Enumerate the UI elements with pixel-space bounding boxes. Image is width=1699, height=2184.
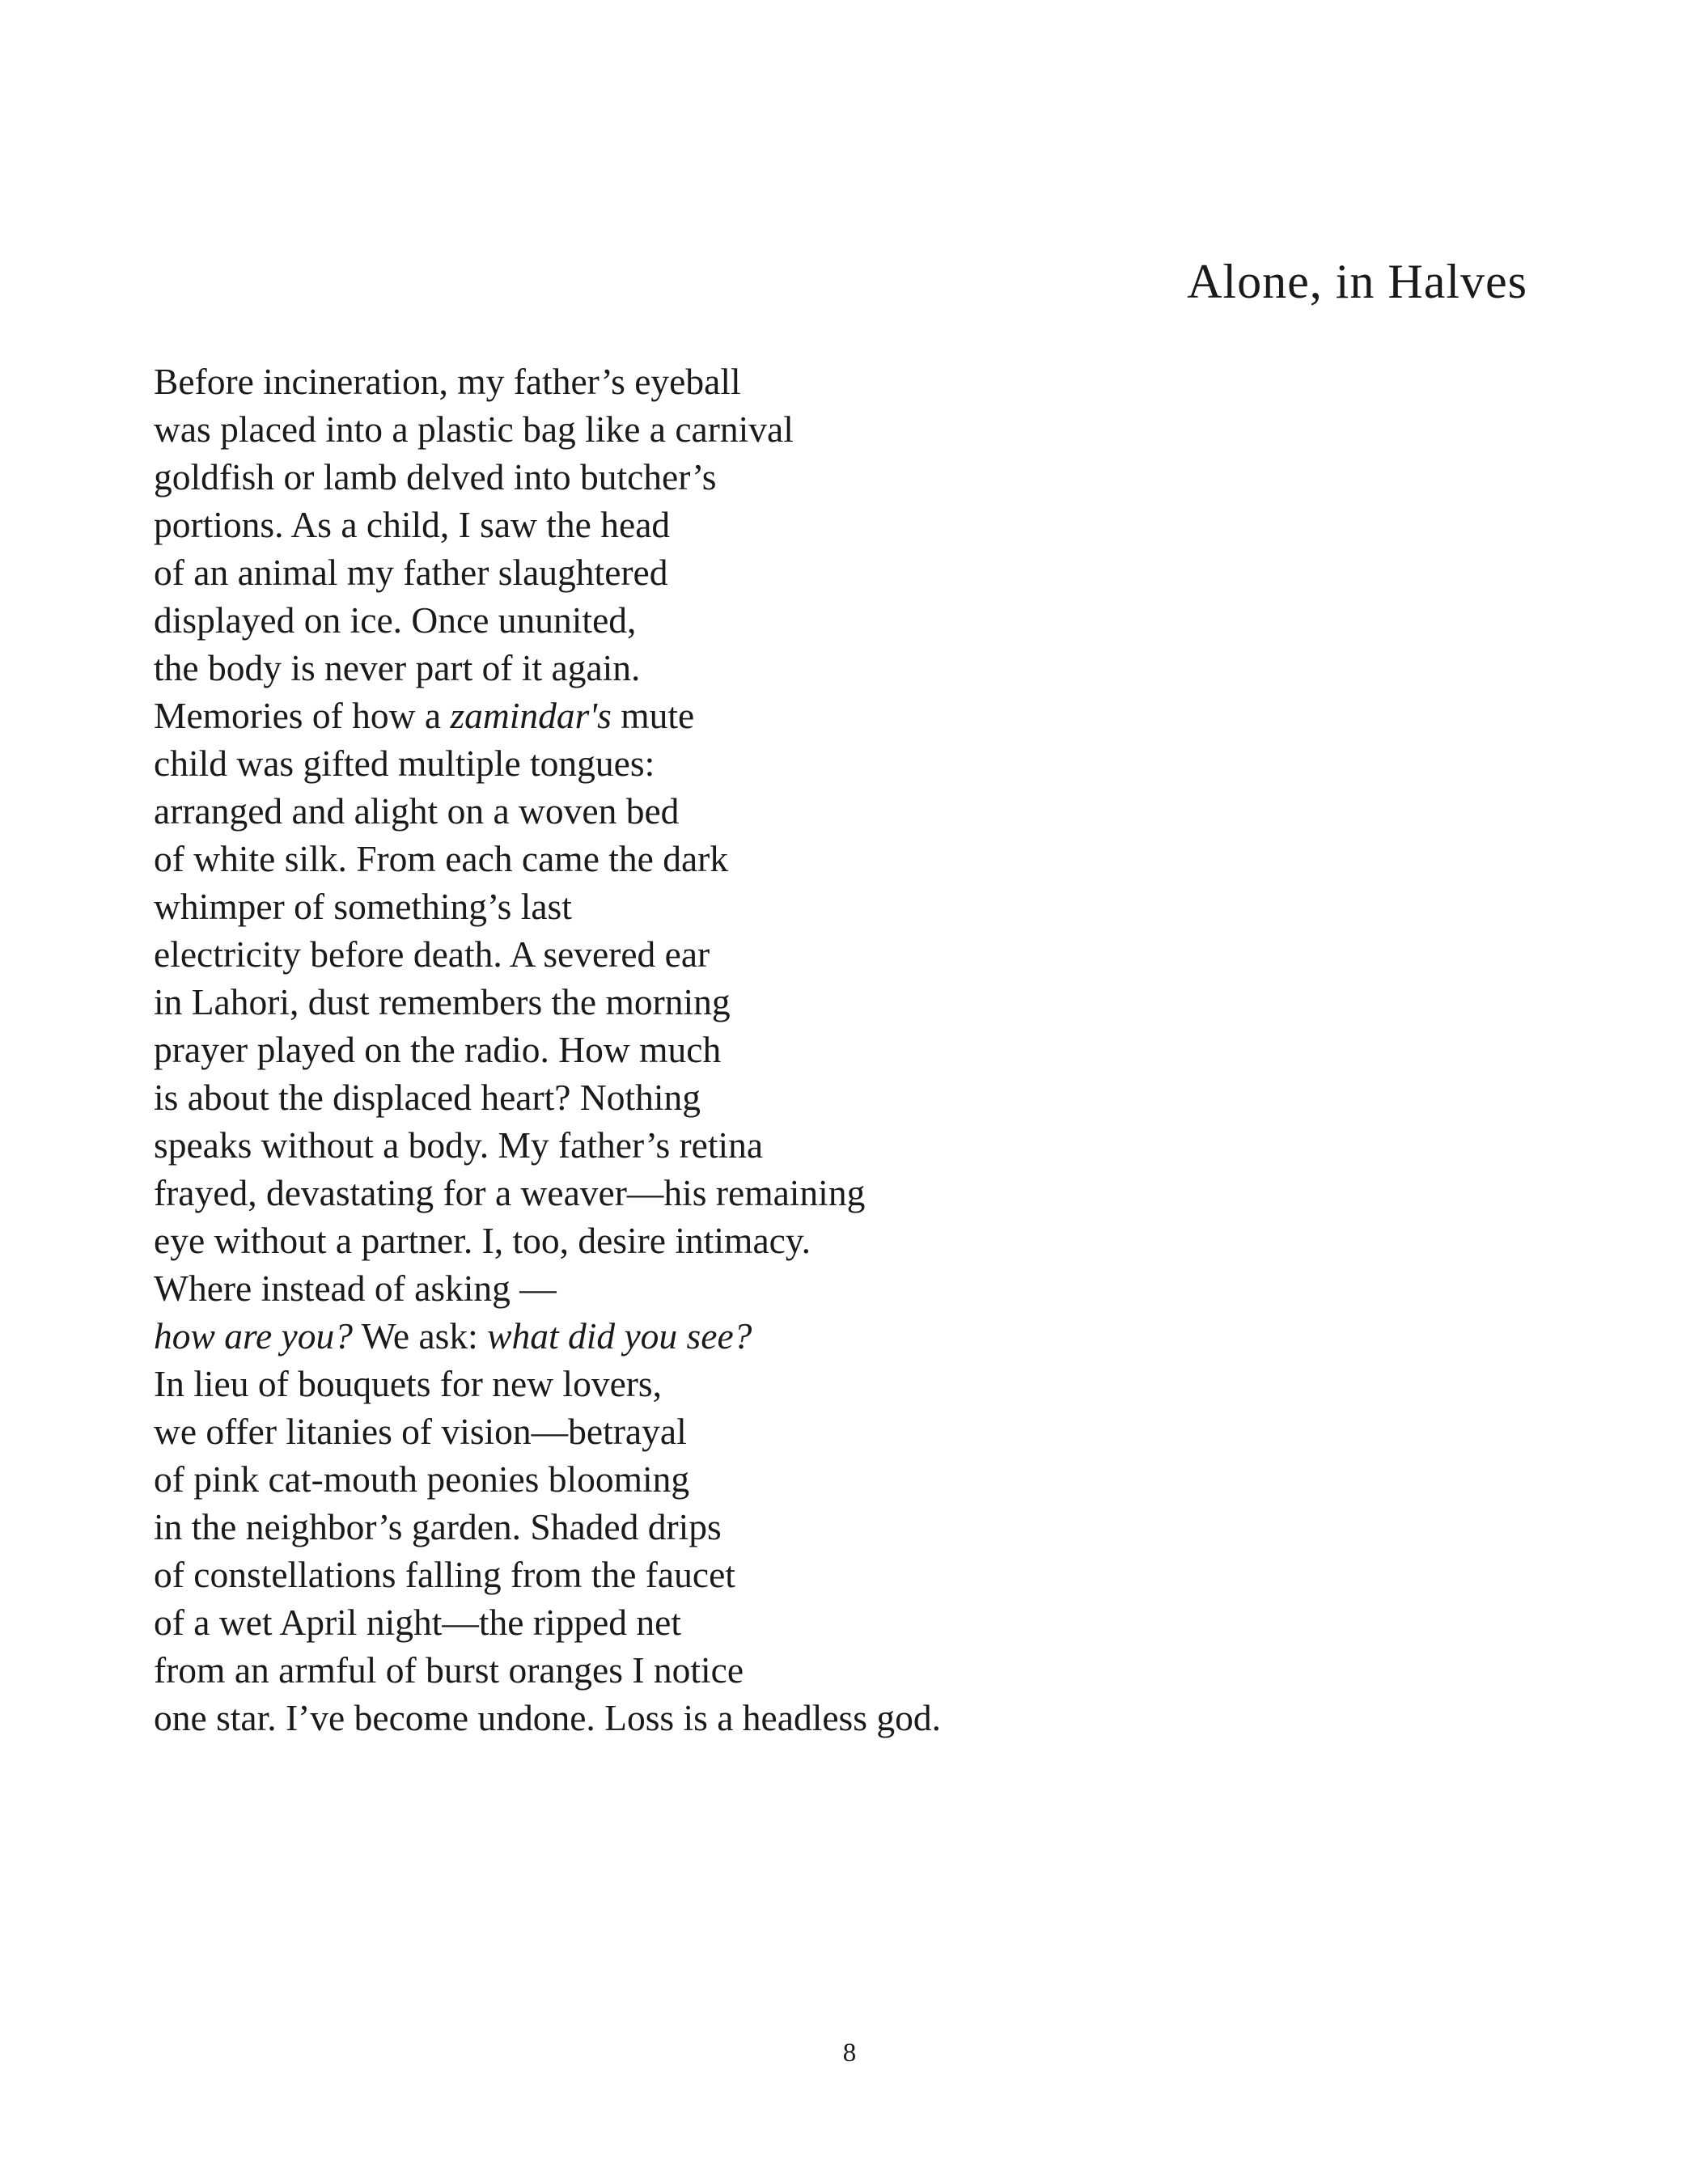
poem-line — [154, 978, 1286, 1026]
poem-text: We ask: — [353, 1315, 488, 1357]
poem-line — [154, 1073, 1286, 1121]
poem-line — [154, 1360, 1286, 1407]
poem-text: of a wet April night—the ripped net — [154, 1602, 682, 1643]
poem-line — [154, 692, 1286, 739]
poem-line — [154, 739, 1286, 787]
poem-line — [154, 835, 1286, 882]
poem-text: In lieu of bouquets for new lovers, — [154, 1363, 663, 1404]
poem-line — [154, 1169, 1286, 1217]
poem-text: Where instead of asking — — [154, 1268, 557, 1309]
poem-text: of an animal my father slaughtered — [154, 552, 668, 593]
poem-text: Memories of how a — [154, 695, 451, 736]
poem-line — [154, 930, 1286, 978]
poem-line — [154, 501, 1286, 548]
poem-line — [154, 882, 1286, 930]
poem-text: whimper of something’s last — [154, 886, 572, 927]
poem-text: of pink cat-mouth peonies blooming — [154, 1458, 690, 1500]
poem-line — [154, 1646, 1286, 1694]
poem-line — [154, 548, 1286, 596]
poem-text: in the neighbor’s garden. Shaded drips — [154, 1506, 722, 1547]
poem-line — [154, 1503, 1286, 1551]
page-number: 8 — [842, 2038, 857, 2068]
poem-line — [154, 596, 1286, 644]
poem-text: child was gifted multiple tongues: — [154, 743, 655, 784]
poem-text: one star. I’ve become undone. Loss is a headless god. — [154, 1697, 941, 1738]
poem-text: we offer litanies of vision—betrayal — [154, 1411, 687, 1452]
poem-line — [154, 453, 1286, 501]
poem-line — [154, 1598, 1286, 1646]
poem-text: Before incineration, my father’s eyeball — [154, 361, 741, 402]
poem-line — [154, 1026, 1286, 1073]
poem-line — [154, 1407, 1286, 1455]
poem-body — [154, 358, 1286, 1742]
poem-text: arranged and alight on a woven bed — [154, 790, 680, 832]
poem-line — [154, 405, 1286, 453]
poem-text: displayed on ice. Once ununited, — [154, 599, 637, 641]
poem-text: mute — [611, 695, 695, 736]
poem-text: portions. As a child, I saw the head — [154, 504, 671, 545]
poem-text: electricity before death. A severed ear — [154, 933, 710, 975]
poem-text: speaks without a body. My father’s retina — [154, 1124, 764, 1166]
poem-italic-text: what did you see? — [487, 1315, 752, 1357]
poem-title: Alone, in Halves — [1187, 255, 1527, 308]
poem-line — [154, 358, 1286, 405]
poem-text: frayed, devastating for a weaver—his remaining — [154, 1172, 866, 1213]
poem-line — [154, 1694, 1286, 1742]
poem-line — [154, 1217, 1286, 1264]
poem-text: of white silk. From each came the dark — [154, 838, 729, 879]
poem-line — [154, 644, 1286, 692]
poem-text: of constellations falling from the faucet — [154, 1554, 735, 1595]
poem-line — [154, 1264, 1286, 1312]
poem-text: goldfish or lamb delved into butcher’s — [154, 456, 717, 497]
poem-line — [154, 787, 1286, 835]
poem-text: prayer played on the radio. How much — [154, 1029, 722, 1070]
poem-italic-text: how are you? — [154, 1315, 354, 1357]
poem-italic-text: zamindar's — [450, 695, 612, 736]
poem-text: was placed into a plastic bag like a carnival — [154, 408, 794, 450]
poem-text: eye without a partner. I, too, desire intimacy. — [154, 1220, 811, 1261]
poem-text: the body is never part of it again. — [154, 647, 641, 688]
poem-line — [154, 1121, 1286, 1169]
poem-line — [154, 1312, 1286, 1360]
poem-line — [154, 1551, 1286, 1598]
poem-text: in Lahori, dust remembers the morning — [154, 981, 731, 1022]
poem-line — [154, 1455, 1286, 1503]
poem-text: is about the displaced heart? Nothing — [154, 1077, 701, 1118]
poem-text: from an armful of burst oranges I notice — [154, 1649, 744, 1691]
